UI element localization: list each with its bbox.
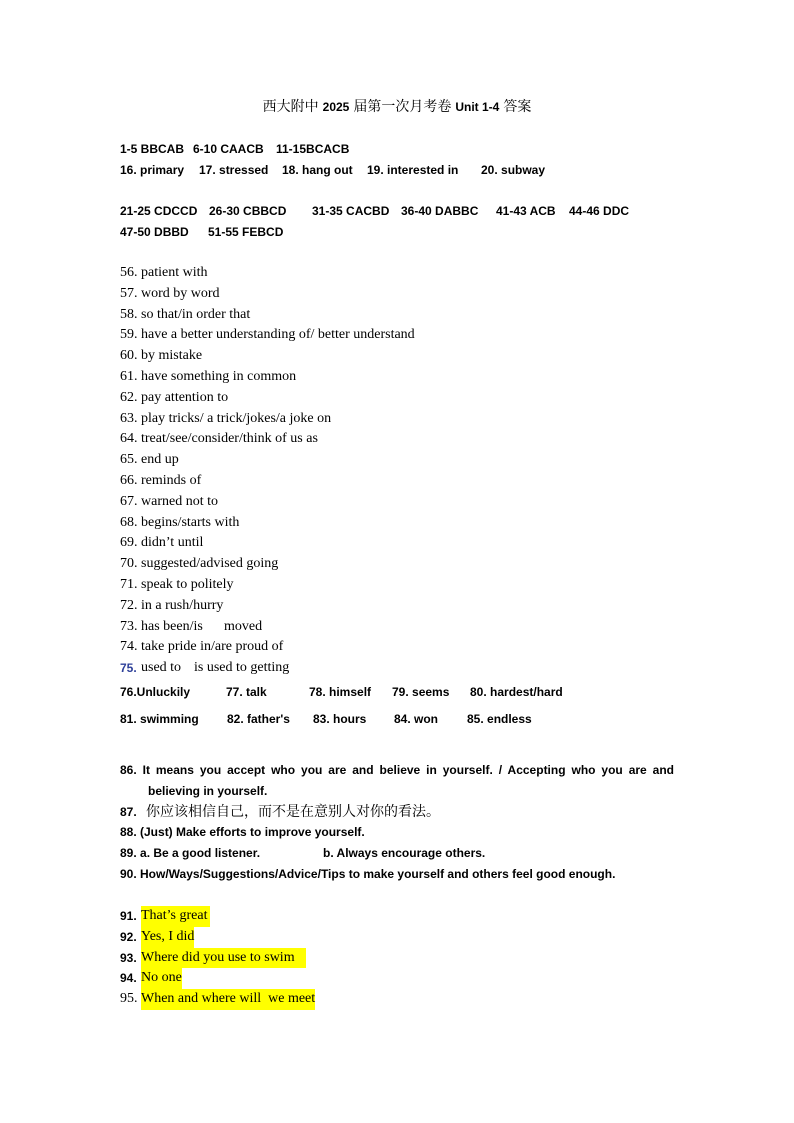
answers-21-46-row: [0, 202, 794, 220]
dialogue-answer-92: [120, 927, 680, 948]
answer-group: 36-40 DABBC: [401, 204, 479, 218]
answers-76-80-row: [0, 683, 794, 701]
phrase-answer: 61. have something in common: [120, 368, 297, 384]
answer-89: [120, 843, 680, 864]
word-answer: 79. seems: [392, 685, 450, 699]
answer-item: 19. interested in: [367, 163, 459, 177]
answer-73-part2: moved: [224, 618, 263, 634]
phrase-answer-73: [120, 617, 680, 638]
answer-89-b: b. Always encourage others.: [323, 846, 486, 861]
phrase-answer: 56. patient with: [120, 265, 208, 280]
answers-56-75-list: [120, 263, 680, 679]
answers-81-85-row: [0, 710, 794, 728]
answer-89-a: 89. a. Be a good listener.: [120, 846, 261, 861]
highlighted-answer: Yes, I did: [141, 927, 194, 948]
answer-group: 41-43 ACB: [496, 204, 556, 218]
phrase-answer: 59. have a better understanding of/ better understand: [120, 327, 415, 343]
word-answer: 76.Unluckily: [120, 685, 191, 699]
phrase-answer: 63. play tricks/ a trick/jokes/a joke on: [120, 410, 332, 426]
answers-91-95-list: [120, 906, 680, 1010]
title-school: 西大附中: [262, 99, 319, 115]
answers-86-90-list: [120, 760, 680, 885]
answer-group: 21-25 CDCCD: [120, 204, 198, 218]
answer-87: [120, 802, 680, 823]
word-answer: 77. talk: [226, 685, 267, 699]
answer-number: 91.: [120, 909, 137, 923]
answer-group: 26-30 CBBCD: [209, 204, 287, 218]
answer-86-line2: believing in yourself.: [148, 783, 268, 798]
answer-group: 1-5 BBCAB: [120, 142, 185, 156]
answers-47-55-row: [0, 223, 794, 241]
phrase-answer: 60. by mistake: [120, 348, 203, 364]
highlighted-answer: That’s great: [141, 906, 210, 927]
answer-item: 17. stressed: [199, 163, 269, 177]
answer-90: 90. How/Ways/Suggestions/Advice/Tips to make yourself and others feel good enough.: [120, 866, 616, 881]
answer-item: 16. primary: [120, 163, 185, 177]
title-year: 2025: [322, 100, 350, 114]
highlighted-answer: When and where will we meet: [141, 989, 315, 1010]
answer-86-line1: 86. It means you accept who you are and believe in yourself. / Accepting who you are and: [120, 763, 674, 777]
answer-group: 51-55 FEBCD: [208, 225, 284, 239]
answer-number: 94.: [120, 971, 137, 986]
phrase-answer: 70. suggested/advised going: [120, 556, 279, 572]
phrase-answer-74: 74. take pride in/are proud of: [120, 639, 284, 655]
phrase-answer: 62. pay attention to: [120, 389, 229, 405]
answer-73-part1: 73. has been/is: [120, 618, 203, 634]
phrase-answer: 65. end up: [120, 452, 179, 468]
answer-group: 6-10 CAACB: [193, 142, 264, 156]
highlighted-answer: Where did you use to swim: [141, 948, 306, 969]
dialogue-answer-93: [120, 948, 680, 969]
answer-group: 11-15BCACB: [276, 142, 350, 156]
answer-87-text: 你应该相信自己，而不是在意别人对你的看法。: [146, 803, 440, 820]
word-answer: 82. father's: [227, 712, 290, 726]
phrase-answer: 71. speak to politely: [120, 576, 234, 592]
highlighted-answer: No one: [141, 968, 182, 989]
word-answer: 85. endless: [467, 712, 532, 726]
phrase-answer: 66. reminds of: [120, 472, 202, 488]
title-exam: 届第一次月考卷: [353, 99, 452, 115]
dialogue-answer-95: [120, 989, 680, 1010]
answer-87-number: 87.: [120, 804, 137, 819]
title-key: 答案: [503, 99, 532, 115]
answer-number: 93.: [120, 950, 137, 965]
word-answer: 83. hours: [313, 712, 367, 726]
word-answer: 78. himself: [309, 685, 372, 699]
answers-16-20-row: [0, 161, 794, 179]
phrase-answer: 69. didn’t until: [120, 535, 204, 551]
answer-number: 95.: [120, 991, 138, 1007]
phrase-answer-75: [120, 658, 680, 679]
answer-75-part1: used to: [141, 660, 182, 676]
answer-group: 44-46 DDC: [569, 204, 630, 218]
phrase-answer: 64. treat/see/consider/think of us as: [120, 431, 318, 447]
answer-group: 47-50 DBBD: [120, 225, 189, 239]
answer-75-part2: is used to getting: [194, 660, 290, 676]
title-unit: Unit 1-4: [455, 100, 500, 114]
dialogue-answer-91: [120, 906, 680, 927]
answer-75-number: 75.: [120, 661, 137, 676]
phrase-answer: 58. so that/in order that: [120, 306, 251, 322]
word-answer: 80. hardest/hard: [470, 685, 563, 699]
answer-group: 31-35 CACBD: [312, 204, 390, 218]
dialogue-answer-94: [120, 968, 680, 989]
page-title: [0, 98, 794, 116]
phrase-answer: 57. word by word: [120, 285, 220, 301]
answer-item: 20. subway: [481, 163, 546, 177]
phrase-answer: 68. begins/starts with: [120, 514, 240, 530]
word-answer: 81. swimming: [120, 712, 199, 726]
answer-item: 18. hang out: [282, 163, 353, 177]
phrase-answer: 72. in a rush/hurry: [120, 597, 224, 613]
phrase-answer: 67. warned not to: [120, 493, 218, 509]
answer-88: 88. (Just) Make efforts to improve yourself.: [120, 825, 365, 840]
answers-1-15-row: [0, 140, 794, 158]
answer-number: 92.: [120, 929, 137, 944]
word-answer: 84. won: [394, 712, 439, 726]
